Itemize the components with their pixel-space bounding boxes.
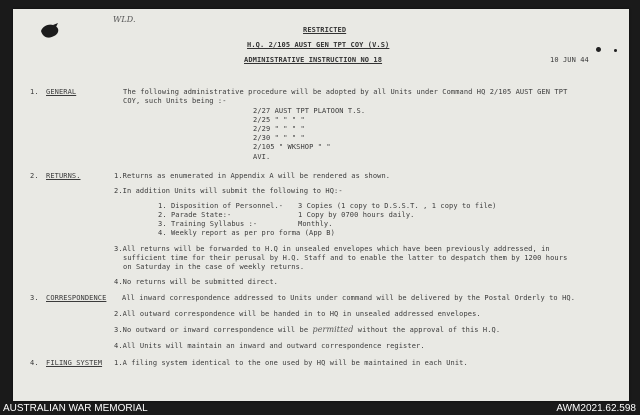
section-number: 2. [30,172,39,180]
footer-accession-number: AWM2021.62.598 [556,403,636,414]
returns-item-detail: 3 Copies (1 copy to D.S.S.T. , 1 copy to file) [298,202,497,210]
section-title-returns: RETURNS. [46,172,81,180]
returns-paragraph: 2.In addition Units will submit the following to HQ:- [114,187,343,195]
handwritten-correction: permitted [312,325,354,334]
filing-paragraph: 1.A filing system identical to the one used by HQ will be maintained in each Unit. [114,359,468,367]
returns-item-detail: 1 Copy by 0700 hours daily. [298,211,415,219]
handwritten-annotation: WLD. [113,15,136,24]
unit-list-item: 2/105 " WKSHOP " " [253,143,331,151]
unit-heading: H.Q. 2/105 AUST GEN TPT COY (V.S) [247,41,390,49]
correspondence-paragraph [114,326,500,334]
returns-paragraph-line: sufficient time for their perusal by H.Q. Staff and to enable the latter to despatch them by 1200 hours [123,254,568,262]
section-title-general: GENERAL [46,88,77,96]
unit-list-item: 2/27 AUST TPT PLATOON T.S. [253,107,366,115]
returns-paragraph-line: 3.All returns will be forwarded to H.Q in unsealed envelopes which have been previously addressed, in [114,245,550,253]
section-title-filing: FILING SYSTEM [46,359,103,367]
returns-item-label: 4. Weekly report as per pro forma (App B) [158,229,335,237]
unit-list-item: 2/29 " " " " [253,125,305,133]
section-number: 4. [30,359,39,367]
ink-blot-mark [39,23,61,39]
unit-list-item: 2/30 " " " " [253,134,305,142]
document-page [13,9,629,401]
returns-item-label: 2. Parade State:- [158,211,232,219]
instruction-heading: ADMINISTRATIVE INSTRUCTION NO 18 [244,56,383,64]
correspondence-paragraph: 4.All Units will maintain an inward and outward correspondence register. [114,342,425,350]
returns-item-label: 1. Disposition of Personnel.- [158,202,284,210]
correspondence-paragraph: 2.All outward correspondence will be handed in to HQ in unsealed addressed envelopes. [114,310,481,318]
footer-credit: AUSTRALIAN WAR MEMORIAL [3,403,148,414]
returns-paragraph: 4.No returns will be submitted direct. [114,278,278,286]
correspondence-paragraph: All inward correspondence addressed to Units under command will be delivered by the Postal Orderly to HQ. [122,294,576,302]
correspondence-text: without the approval of this H.Q. [353,326,501,334]
returns-item-label: 3. Training Syllabus :- [158,220,258,228]
section-title-correspondence: CORRESPONDENCE [46,294,107,302]
section-number: 1. [30,88,39,96]
section-number: 3. [30,294,39,302]
classification-heading: RESTRICTED [303,26,347,34]
punch-hole [614,49,617,52]
unit-list-item: 2/25 " " " " [253,116,305,124]
general-paragraph-line: The following administrative procedure will be adopted by all Units under Command HQ 2/105 AUST GEN TPT [123,88,568,96]
returns-paragraph: 1.Returns as enumerated in Appendix A will be rendered as shown. [114,172,391,180]
returns-paragraph-line: on Saturday in the case of weekly returns. [123,263,305,271]
punch-hole [596,47,601,52]
correspondence-text: 3.No outward or inward correspondence will be [114,326,313,334]
general-paragraph-line: COY, such Units being :- [123,97,227,105]
document-date: 10 JUN 44 [550,56,589,64]
returns-item-detail: Monthly. [298,220,333,228]
unit-list-item: AVI. [253,153,271,161]
